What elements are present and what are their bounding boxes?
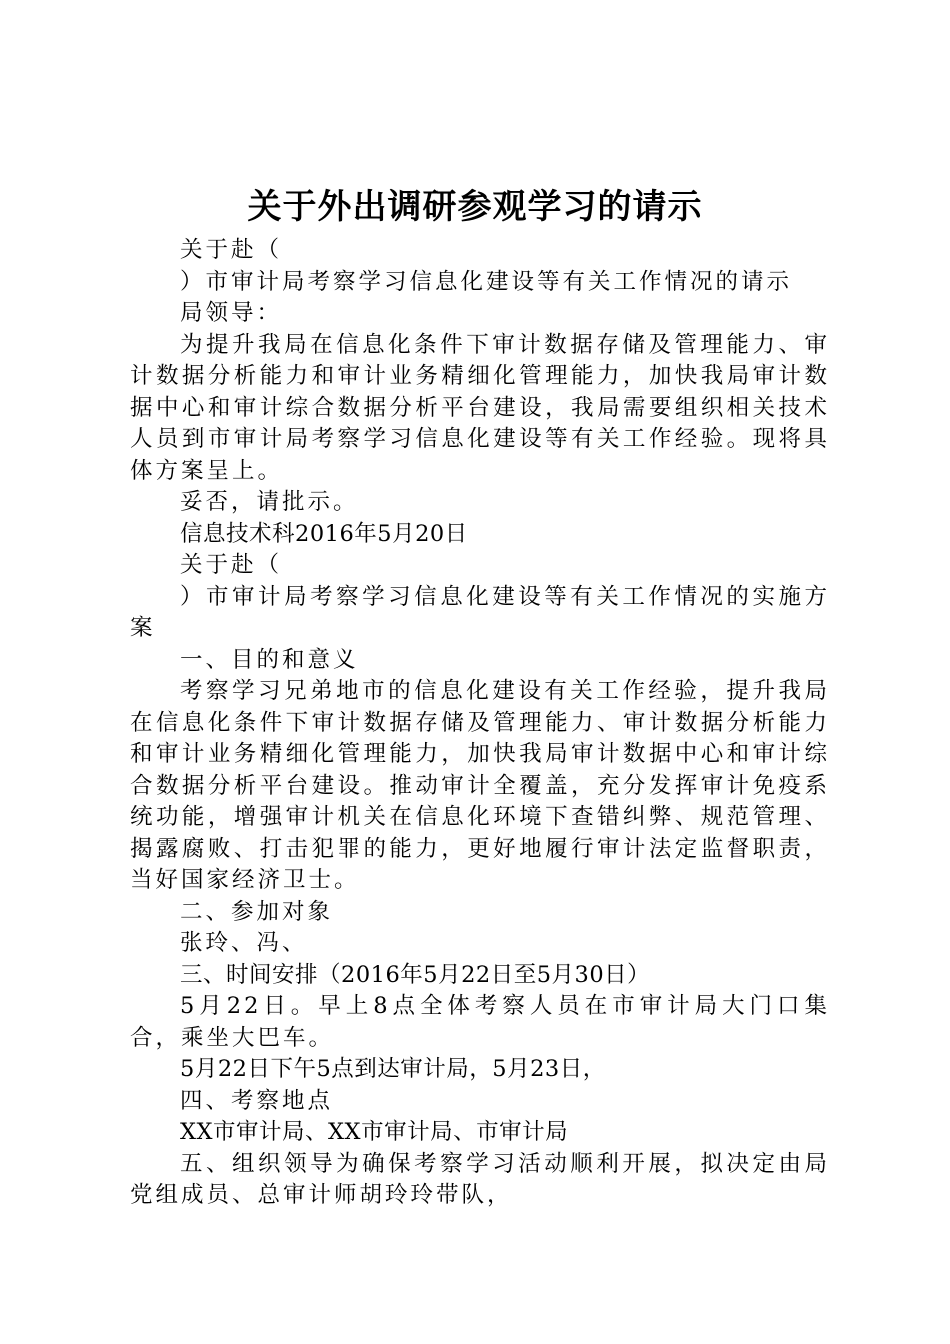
signature-date: 信息技术科2016年5月20日 (180, 520, 468, 547)
document-title: 关于外出调研参观学习的请示 (247, 187, 703, 227)
heading-line-2: ）市审计局考察学习信息化建设等有关工作情况的请示 (180, 268, 793, 295)
schedule-item-1: 5月22日。早上8点全体考察人员在市审计局大门口集合，乘坐大巴车。 (130, 993, 830, 1051)
section-purpose-heading: 一、目的和意义 (180, 646, 359, 673)
heading-line-1: 关于赴（ (180, 237, 283, 263)
schedule-item-2: 5月22日下午5点到达审计局，5月23日， (180, 1056, 606, 1082)
section-schedule-heading: 三、时间安排（2016年5月22日至5月30日） (180, 961, 651, 988)
section-location-heading: 四、考察地点 (180, 1087, 334, 1114)
section-purpose-text: 考察学习兄弟地市的信息化建设有关工作经验，提升我局在信息化条件下审计数据存储及管理能力、审计数据分析能力和审计业务精细化管理能力，加快我局审计数据中心和审计综合数据分析平台建设。推动审计全覆盖，充分发挥审计免疫系统功能，增强审计机关在信息化环境下查错纠弊、规范管理、揭露腐败、打击犯罪的能力，更好地履行审计法定监督职责，当好国家经济卫士。 (130, 678, 830, 893)
section-participants-text: 张玲、冯、 (180, 930, 308, 956)
section-location-text: XX市审计局、XX市审计局、市审计局 (180, 1119, 569, 1145)
plan-heading-line-2: ）市审计局考察学习信息化建设等有关工作情况的实施方案 (130, 583, 830, 641)
plan-heading-line-1: 关于赴（ (180, 552, 283, 578)
closing-line: 妥否，请批示。 (180, 489, 359, 515)
document-body (130, 235, 830, 1212)
request-paragraph: 为提升我局在信息化条件下审计数据存储及管理能力、审计数据分析能力和审计业务精细化管理能力，加快我局审计数据中心和审计综合数据分析平台建设，我局需要组织相关技术人员到市审计局考察学习信息化建设等有关工作经验。现将具体方案呈上。 (130, 331, 830, 484)
section-organization-text: 五、组织领导为确保考察学习活动顺利开展，拟决定由局党组成员、总审计师胡玲玲带队， (130, 1150, 830, 1208)
section-participants-heading: 二、参加对象 (180, 898, 334, 925)
salutation: 局领导： (180, 300, 283, 326)
